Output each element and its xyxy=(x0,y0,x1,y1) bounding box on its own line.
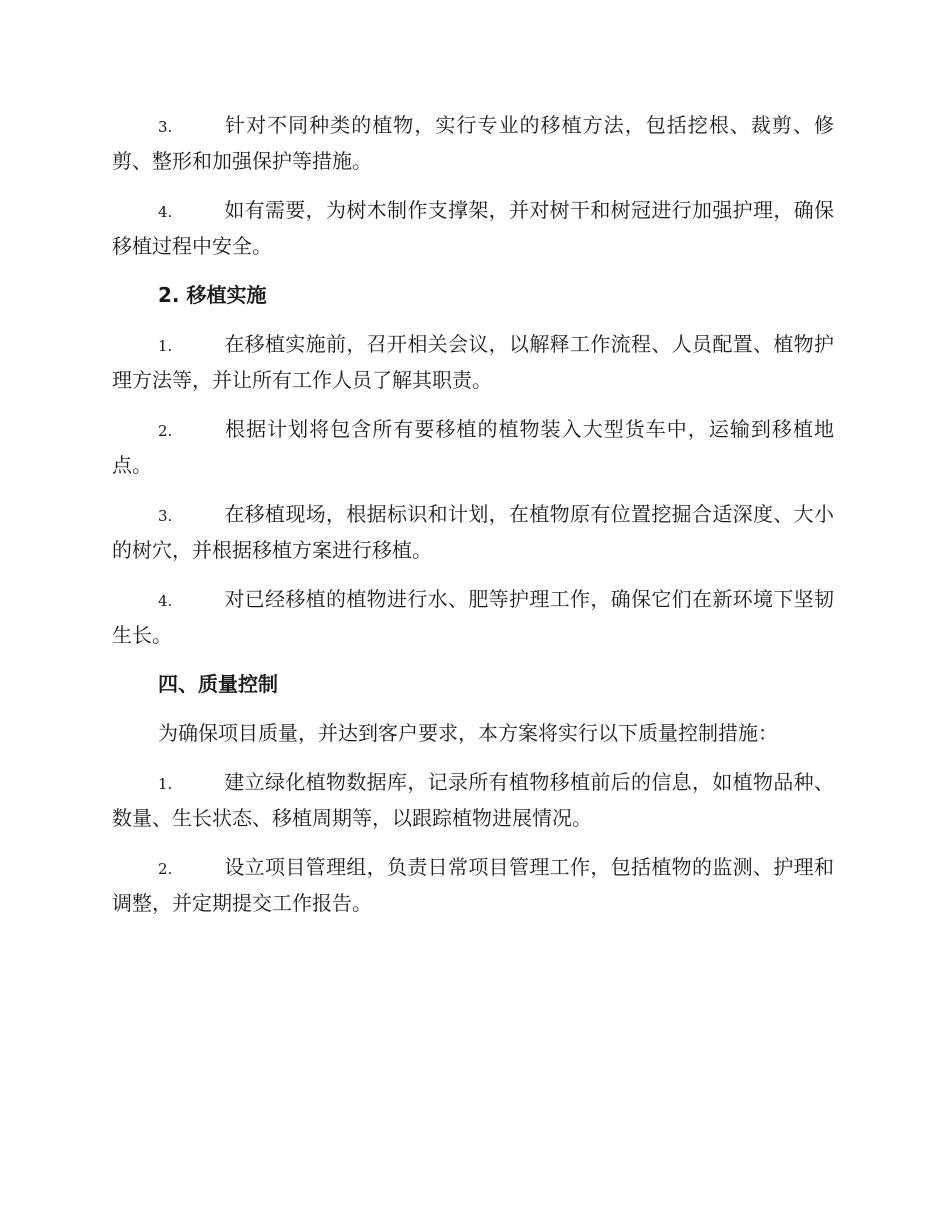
list-number: 1. xyxy=(158,337,173,355)
list-item-text: 针对不同种类的植物，实行专业的移植方法，包括挖根、裁剪、修剪、整形和加强保护等措施。 xyxy=(112,113,834,173)
list-item-text: 建立绿化植物数据库，记录所有植物移植前后的信息，如植物品种、数量、生长状态、移植周期等，以跟踪植物进展情况。 xyxy=(112,770,834,830)
list-item-text: 如有需要，为树木制作支撑架，并对树干和树冠进行加强护理，确保移植过程中安全。 xyxy=(112,198,834,258)
list-item-impl-4 xyxy=(112,582,834,652)
body-paragraph: 为确保项目质量，并达到客户要求，本方案将实行以下质量控制措施： xyxy=(158,721,778,745)
list-number: 3. xyxy=(158,118,173,136)
list-item-text: 根据计划将包含所有要移植的植物装入大型货车中，运输到移植地点。 xyxy=(112,417,834,477)
list-item-qc-1 xyxy=(112,765,834,835)
list-item-prep-3 xyxy=(112,108,834,178)
list-number: 2. xyxy=(158,860,173,878)
list-item-text: 在移植现场，根据标识和计划，在植物原有位置挖掘合适深度、大小的树穴，并根据移植方案进行移植。 xyxy=(112,502,834,562)
list-number: 2. xyxy=(158,422,173,440)
list-number: 4. xyxy=(158,203,173,221)
list-item-impl-1 xyxy=(112,327,834,397)
section-heading-transplant: 2. 移植实施 xyxy=(158,283,267,307)
list-number: 4. xyxy=(158,592,173,610)
list-item-impl-2 xyxy=(112,412,834,482)
section-heading-quality: 四、质量控制 xyxy=(158,672,278,696)
list-item-text: 设立项目管理组，负责日常项目管理工作，包括植物的监测、护理和调整，并定期提交工作报告。 xyxy=(112,855,834,915)
list-number: 1. xyxy=(158,775,173,793)
list-item-impl-3 xyxy=(112,497,834,567)
list-item-prep-4 xyxy=(112,193,834,263)
list-item-text: 对已经移植的植物进行水、肥等护理工作，确保它们在新环境下坚韧生长。 xyxy=(112,587,834,647)
list-item-text: 在移植实施前，召开相关会议，以解释工作流程、人员配置、植物护理方法等，并让所有工作人员了解其职责。 xyxy=(112,332,834,392)
list-item-qc-2 xyxy=(112,850,834,920)
list-number: 3. xyxy=(158,507,173,525)
